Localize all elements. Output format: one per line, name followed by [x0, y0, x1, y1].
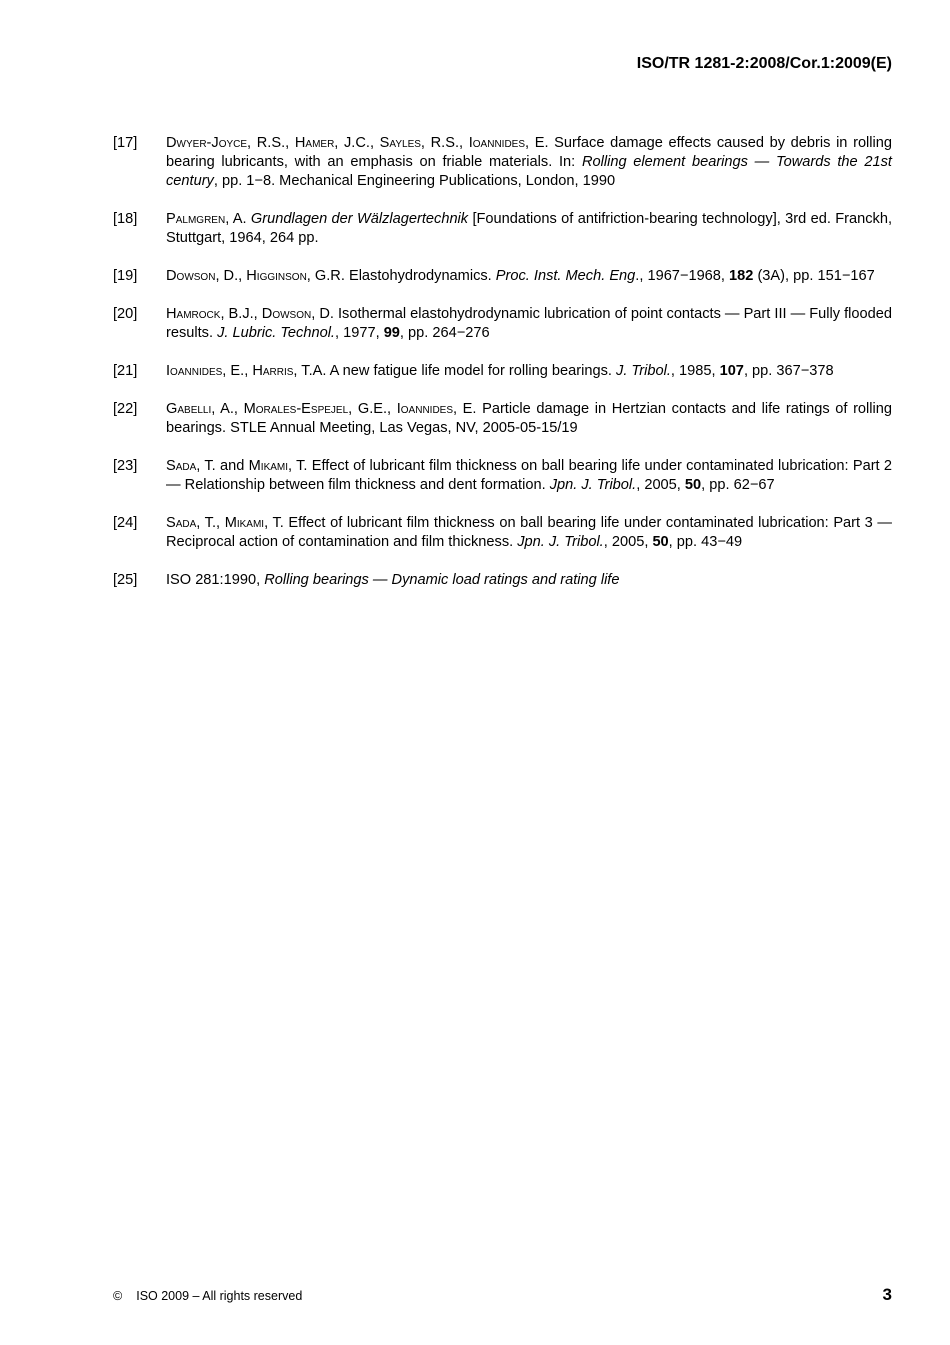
author-name: Dowson: [166, 268, 216, 284]
reference-fragment: , G.E.,: [348, 401, 397, 417]
volume-bold: 182: [729, 268, 754, 284]
reference-fragment: , pp. 367−378: [743, 363, 834, 379]
author-name: Hamer: [294, 135, 335, 151]
document-id-header: ISO/TR 1281-2:2008/Cor.1:2009(E): [636, 55, 892, 72]
reference-fragment: , pp. 1−8. Mechanical Engineering Publications, London, 1990: [213, 173, 616, 189]
title-italic: Jpn. J. Tribol.: [517, 534, 604, 550]
reference-fragment: , T.A. A new fatigue life model for rolling bearings.: [293, 363, 617, 379]
title-italic: J. Tribol.: [616, 363, 671, 379]
reference-item: [113, 514, 892, 552]
copyright-text: ISO 2009 – All rights reserved: [136, 1289, 303, 1303]
bibliography-list: [113, 134, 892, 609]
reference-text: [166, 457, 892, 495]
reference-item: [113, 267, 892, 286]
author-name: Dowson: [261, 306, 312, 322]
reference-item: [113, 134, 892, 191]
reference-fragment: , 1977,: [335, 325, 384, 341]
reference-fragment: ISO 281:1990,: [166, 572, 265, 588]
reference-fragment: , D. Isothermal elastohydrodynamic lubrication of point contacts — Part III — Fully flooded results.: [166, 306, 893, 341]
reference-fragment: , A.: [225, 211, 251, 227]
reference-item: [113, 457, 892, 495]
reference-number: [22]: [113, 401, 138, 417]
author-name: Sada: [166, 515, 197, 531]
reference-item: [113, 400, 892, 438]
reference-fragment: [Foundations of antifriction-bearing technology], 3rd ed. Franckh, Stuttgart, 1964, 264 pp.: [166, 211, 892, 246]
reference-fragment: , 2005,: [636, 477, 685, 493]
reference-fragment: , B.J.,: [220, 306, 262, 322]
reference-text: [166, 571, 892, 590]
author-name: Harris: [252, 363, 294, 379]
page-number: 3: [882, 1285, 892, 1304]
title-italic: Rolling bearings — Dynamic load ratings and rating life: [264, 572, 620, 588]
reference-fragment: , J.C.,: [334, 135, 380, 151]
volume-bold: 99: [383, 325, 400, 341]
volume-bold: 50: [652, 534, 669, 550]
reference-number: [20]: [113, 306, 138, 322]
reference-fragment: , T. and: [196, 458, 249, 474]
author-name: Hamrock: [166, 306, 221, 322]
author-name: Ioannides: [468, 135, 526, 151]
reference-fragment: , E. Particle damage in Hertzian contacts and life ratings of rolling bearings. STLE Annual Meeting, Las Vegas, NV, 2005-05-15/19: [166, 401, 892, 436]
author-name: Higginson: [246, 268, 307, 284]
reference-fragment: , R.S.,: [420, 135, 469, 151]
reference-text: [166, 267, 892, 286]
reference-fragment: , R.S.,: [247, 135, 295, 151]
title-italic: Grundlagen der Wälzlagertechnik: [250, 211, 469, 227]
reference-fragment: , T. Effect of lubricant film thickness on ball bearing life under contaminated lubrication: Part 3 — Reciprocal action of contamination and film thickness.: [166, 515, 892, 550]
reference-fragment: , 2005,: [603, 534, 653, 550]
volume-bold: 107: [719, 363, 744, 379]
author-name: Mikami: [224, 515, 265, 531]
reference-text: [166, 305, 892, 343]
reference-number: [21]: [113, 363, 138, 379]
author-name: Ioannides: [166, 363, 223, 379]
reference-fragment: , E.,: [222, 363, 253, 379]
reference-fragment: , A.,: [211, 401, 244, 417]
reference-item: [113, 210, 892, 248]
reference-fragment: , pp. 62−67: [701, 477, 775, 493]
reference-item: [113, 362, 892, 381]
reference-number: [23]: [113, 458, 138, 474]
copyright-icon: ©: [113, 1289, 123, 1303]
author-name: Gabelli: [166, 401, 212, 417]
reference-number: [17]: [113, 135, 138, 151]
reference-fragment: , T. Effect of lubricant film thickness on ball bearing life under contaminated lubrication: Part 2 — Relationship between film thickness and dent formation.: [166, 458, 893, 493]
reference-fragment: ., 1967−1968,: [635, 268, 730, 284]
reference-fragment: , pp. 264−276: [399, 325, 490, 341]
title-italic: J. Lubric. Technol.: [217, 325, 335, 341]
copyright-notice: [113, 1289, 302, 1303]
title-italic: Proc. Inst. Mech. Eng: [495, 268, 636, 284]
author-name: Ioannides: [396, 401, 454, 417]
reference-number: [24]: [113, 515, 138, 531]
reference-fragment: , pp. 43−49: [668, 534, 743, 550]
reference-number: [18]: [113, 211, 138, 227]
reference-item: [113, 571, 892, 590]
reference-fragment: , 1985,: [670, 363, 720, 379]
author-name: Dwyer-Joyce: [166, 135, 248, 151]
reference-number: [19]: [113, 268, 138, 284]
author-name: Palmgren: [166, 211, 226, 227]
reference-text: [166, 514, 892, 552]
title-italic: Rolling element bearings — Towards the 21st century: [166, 154, 892, 189]
reference-fragment: (3A), pp. 151−167: [753, 268, 875, 284]
reference-number: [25]: [113, 572, 138, 588]
author-name: Mikami: [248, 458, 289, 474]
volume-bold: 50: [684, 477, 702, 493]
reference-fragment: , G.R. Elastohydrodynamics.: [306, 268, 496, 284]
reference-fragment: , T.,: [196, 515, 225, 531]
reference-fragment: , E. Surface damage effects caused by debris in rolling bearing lubricants, with an emphasis on friable materials. In:: [166, 135, 893, 170]
author-name: Morales-Espejel: [243, 401, 349, 417]
reference-item: [113, 305, 892, 343]
reference-fragment: , D.,: [215, 268, 247, 284]
reference-text: [166, 210, 892, 248]
reference-text: [166, 400, 892, 438]
reference-text: [166, 362, 892, 381]
reference-text: [166, 134, 892, 191]
author-name: Sada: [166, 458, 197, 474]
title-italic: Jpn. J. Tribol.: [549, 477, 637, 493]
author-name: Sayles: [379, 135, 421, 151]
